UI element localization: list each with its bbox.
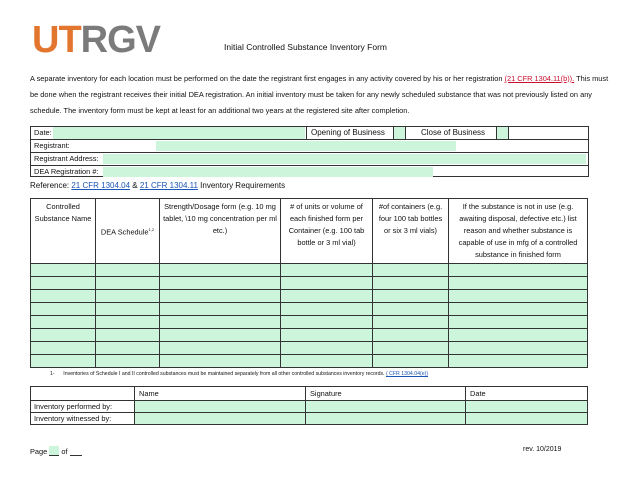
table-cell[interactable] <box>449 355 588 368</box>
table-cell[interactable] <box>96 290 160 303</box>
registrant-field[interactable] <box>156 141 456 151</box>
registrant-address-label: Registrant Address: <box>34 154 99 163</box>
divider <box>306 127 307 139</box>
dea-registration-label: DEA Registration #: <box>34 167 99 176</box>
table-cell[interactable] <box>31 277 96 290</box>
table-cell[interactable] <box>281 264 373 277</box>
table-cell[interactable] <box>281 342 373 355</box>
registrant-row <box>31 140 588 153</box>
table-cell[interactable] <box>373 303 449 316</box>
registrant-address-field[interactable] <box>103 154 586 164</box>
table-cell[interactable] <box>373 355 449 368</box>
table-cell[interactable] <box>373 342 449 355</box>
table-cell[interactable] <box>281 277 373 290</box>
form-title: Initial Controlled Substance Inventory Form <box>224 42 387 52</box>
table-cell[interactable] <box>96 316 160 329</box>
table-cell[interactable] <box>96 277 160 290</box>
table-cell[interactable] <box>281 316 373 329</box>
performed-by-signature[interactable] <box>306 401 466 413</box>
page-total-field[interactable] <box>70 446 82 456</box>
table-cell[interactable] <box>31 355 96 368</box>
footnote-citation-link[interactable]: ( CFR 1304.04(e)) <box>385 371 429 377</box>
reference-line <box>30 181 285 190</box>
reference-amp: & <box>130 181 140 190</box>
table-cell[interactable] <box>160 316 281 329</box>
date-label: Date: <box>34 128 52 137</box>
reference-link-1304-04[interactable]: 21 CFR 1304.04 <box>71 181 131 190</box>
logo-rgv: RGV <box>80 19 161 61</box>
inventory-header-row <box>31 199 588 264</box>
table-cell[interactable] <box>373 316 449 329</box>
table-row <box>31 277 588 290</box>
opening-of-business-label: Opening of Business <box>311 128 385 137</box>
witnessed-by-date[interactable] <box>466 413 588 425</box>
table-cell[interactable] <box>160 290 281 303</box>
table-cell[interactable] <box>373 264 449 277</box>
table-cell[interactable] <box>160 355 281 368</box>
witnessed-by-signature[interactable] <box>306 413 466 425</box>
col-dea-schedule-label: DEA Schedule <box>100 227 149 237</box>
table-cell[interactable] <box>31 264 96 277</box>
reference-suffix: Inventory Requirements <box>197 181 286 190</box>
opening-of-business-checkbox[interactable] <box>393 127 406 139</box>
table-cell[interactable] <box>96 303 160 316</box>
inventory-body <box>31 264 588 368</box>
table-cell[interactable] <box>96 342 160 355</box>
table-cell[interactable] <box>449 264 588 277</box>
intro-text-2: This must be done when the registrant receives their initial DEA registration. An initial inventory must be taken for any newly scheduled substance that was not previously listed on any schedule. The inventory form must be kept at least for an additional two years at the registered site after completion. <box>30 74 609 115</box>
utrgv-logo <box>32 20 160 60</box>
table-cell[interactable] <box>373 290 449 303</box>
reference-prefix: Reference: <box>30 181 72 190</box>
intro-paragraph <box>30 71 610 119</box>
table-cell[interactable] <box>96 355 160 368</box>
table-cell[interactable] <box>281 303 373 316</box>
table-cell[interactable] <box>449 342 588 355</box>
table-cell[interactable] <box>281 329 373 342</box>
close-of-business-label: Close of Business <box>421 128 486 137</box>
footnote <box>50 371 428 377</box>
address-row <box>31 153 588 166</box>
table-cell[interactable] <box>160 264 281 277</box>
footnote-number: 1- <box>50 371 55 377</box>
intro-citation-link[interactable]: (21 CFR 1304.11(b)). <box>504 74 575 83</box>
sig-blank-header <box>31 387 135 401</box>
signature-table <box>30 386 588 425</box>
table-row <box>31 290 588 303</box>
table-cell[interactable] <box>281 290 373 303</box>
table-cell[interactable] <box>449 290 588 303</box>
witnessed-by-label: Inventory witnessed by: <box>31 413 135 425</box>
reference-link-1304-11[interactable]: 21 CFR 1304.11 <box>139 181 198 190</box>
table-cell[interactable] <box>160 277 281 290</box>
sig-signature-header: Signature <box>306 387 466 401</box>
table-cell[interactable] <box>449 316 588 329</box>
table-cell[interactable] <box>96 329 160 342</box>
col-dea-schedule <box>96 199 160 264</box>
date-row <box>31 127 588 140</box>
table-cell[interactable] <box>31 316 96 329</box>
witnessed-by-row <box>31 413 588 425</box>
page-number <box>30 446 82 456</box>
table-cell[interactable] <box>373 329 449 342</box>
sig-date-header: Date <box>466 387 588 401</box>
page-number-field[interactable] <box>49 446 59 456</box>
table-cell[interactable] <box>281 355 373 368</box>
table-cell[interactable] <box>160 342 281 355</box>
table-cell[interactable] <box>31 329 96 342</box>
table-cell[interactable] <box>449 303 588 316</box>
sig-name-header: Name <box>135 387 306 401</box>
intro-text-1: A separate inventory for each location must be performed on the date the registrant first engages in any activity covered by his or her registration <box>30 74 505 83</box>
dea-registration-field[interactable] <box>103 167 433 177</box>
col-strength-dosage: Strength/Dosage form (e.g. 10 mg tablet, \10 mg concentration per ml etc.) <box>160 199 281 264</box>
revision-date: rev. 10/2019 <box>523 446 562 453</box>
of-label: of <box>61 447 68 456</box>
performed-by-row <box>31 401 588 413</box>
col-not-in-use-reason: If the substance is not in use (e.g. awaiting disposal, defective etc.) list reason and whether substance is capable of use in mfg of a controlled substance in finished form <box>449 199 588 264</box>
signature-header-row <box>31 387 588 401</box>
date-field[interactable] <box>53 127 305 139</box>
witnessed-by-name[interactable] <box>135 413 306 425</box>
footnote-text: Inventories of Schedule I and II controlled substances must be maintained separately from all other controlled substances inventory records. <box>63 371 386 377</box>
table-cell[interactable] <box>31 303 96 316</box>
performed-by-label: Inventory performed by: <box>31 401 135 413</box>
close-of-business-checkbox[interactable] <box>496 127 509 139</box>
table-cell[interactable] <box>31 342 96 355</box>
col-units-per-container: # of units or volume of each finished form per Container (e.g. 100 tab bottle or 3 ml vial) <box>281 199 373 264</box>
performed-by-date[interactable] <box>466 401 588 413</box>
table-cell[interactable] <box>160 329 281 342</box>
registrant-label: Registrant: <box>34 141 70 150</box>
logo-ut: UT <box>32 19 81 61</box>
table-cell[interactable] <box>160 303 281 316</box>
registrant-info-box <box>30 126 589 177</box>
table-cell[interactable] <box>449 277 588 290</box>
schedule-footnote-ref: 1,2 <box>148 226 155 232</box>
table-cell[interactable] <box>96 264 160 277</box>
col-substance-name: Controlled Substance Name <box>31 199 96 264</box>
table-row <box>31 355 588 368</box>
table-row <box>31 342 588 355</box>
table-row <box>31 316 588 329</box>
performed-by-name[interactable] <box>135 401 306 413</box>
table-cell[interactable] <box>373 277 449 290</box>
table-row <box>31 329 588 342</box>
table-cell[interactable] <box>31 290 96 303</box>
col-num-containers: #of containers (e.g. four 100 tab bottles or six 3 ml vials) <box>373 199 449 264</box>
dea-row <box>31 166 588 178</box>
table-row <box>31 303 588 316</box>
page-label: Page <box>30 447 48 456</box>
table-row <box>31 264 588 277</box>
inventory-table <box>30 198 588 368</box>
table-cell[interactable] <box>449 329 588 342</box>
